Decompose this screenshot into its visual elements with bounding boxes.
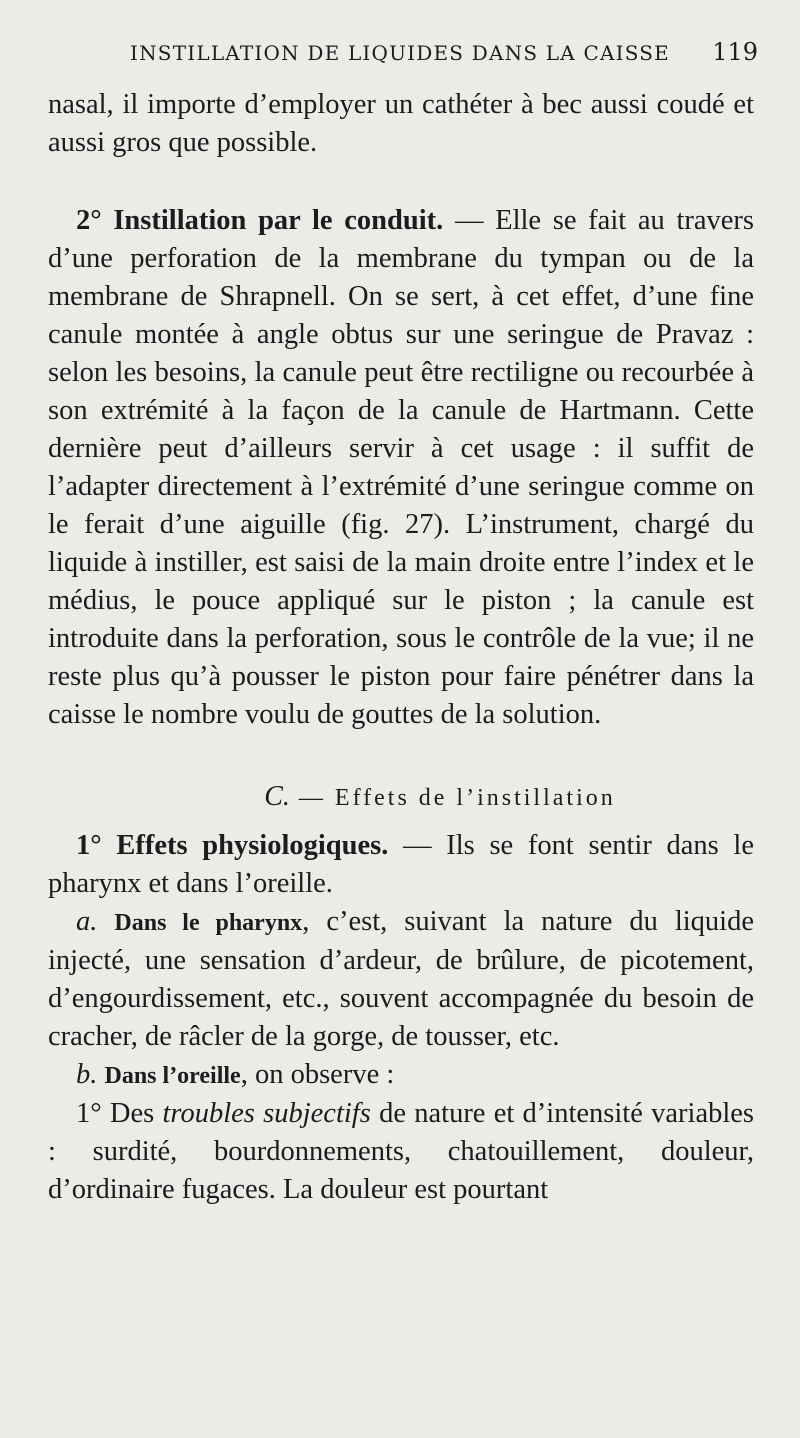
page-body — [48, 86, 754, 1209]
paragraph-instillation-conduit — [48, 202, 754, 734]
run-in-heading: 2° Instillation par le conduit. — [76, 205, 444, 236]
run-in-heading: 1° Effets physiologiques. — [76, 830, 389, 861]
italic-term: troubles subjectifs — [162, 1098, 371, 1129]
section-heading — [48, 778, 754, 817]
paragraph-text: , on observe : — [240, 1059, 395, 1090]
paragraph-pharynx — [48, 903, 754, 1056]
paragraph-continuation: nasal, il importe d’employer un cathéter à bec aussi coudé et aussi gros que possible. — [48, 89, 754, 158]
item-letter: a. — [76, 906, 98, 937]
paragraph-text: de nature et d’intensité variables : surdité, bourdonnements, chatouillement, douleur, d’ordinaire fugaces. La douleur est pourtant — [48, 1098, 754, 1205]
section-letter: C. — [264, 781, 290, 812]
paragraph-text: , c’est, suivant la nature du liquide injecté, une sensation d’ardeur, de brûlure, de picotement, d’engourdissement, etc., souvent accompagnée du besoin de cracher, de râcler de la gorge, de tousser, etc. — [48, 906, 755, 1052]
running-head — [130, 38, 758, 66]
item-letter: b. — [76, 1059, 98, 1090]
section-title: — Effets de l’instillation — [289, 785, 616, 811]
paragraph-oreille — [48, 1056, 754, 1095]
paragraph-text: — Elle se fait au travers d’une perforation de la membrane du tympan ou de la membrane de Shrapnell. On se sert, à cet effet, d’une fine canule montée à angle obtus sur une seringue de Pravaz : selon les besoins, la canule peut être rectiligne ou recourbée à son extrémité à la façon de la canule de Hartmann. Cette dernière peut d’ailleurs servir à cet usage : il suffit de l’adapter directement à l’extrémité d’une seringue comme on le ferait d’une aiguille (fig. 27). L’instrument, chargé du liquide à instiller, est saisi de la main droite entre l’index et le médius, le pouce appliqué sur le piston ; la canule est introduite dans la perforation, sous le contrôle de la vue; il ne reste plus qu’à pousser le piston pour faire pénétrer dans la caisse le nombre voulu de gouttes de la solution. — [48, 205, 754, 730]
paragraph-prefix: 1° Des — [76, 1098, 163, 1129]
paragraph-troubles — [48, 1095, 754, 1209]
run-in-heading: Dans l’oreille — [104, 1063, 241, 1089]
running-title: INSTILLATION DE LIQUIDES DANS LA CAISSE — [130, 41, 670, 65]
paragraph-text: — Ils se font sentir dans le pharynx et dans l’oreille. — [48, 830, 755, 899]
run-in-heading: Dans le pharynx — [114, 910, 303, 936]
page-number: 119 — [712, 38, 758, 66]
paragraph-effets-physiologiques — [48, 827, 754, 903]
